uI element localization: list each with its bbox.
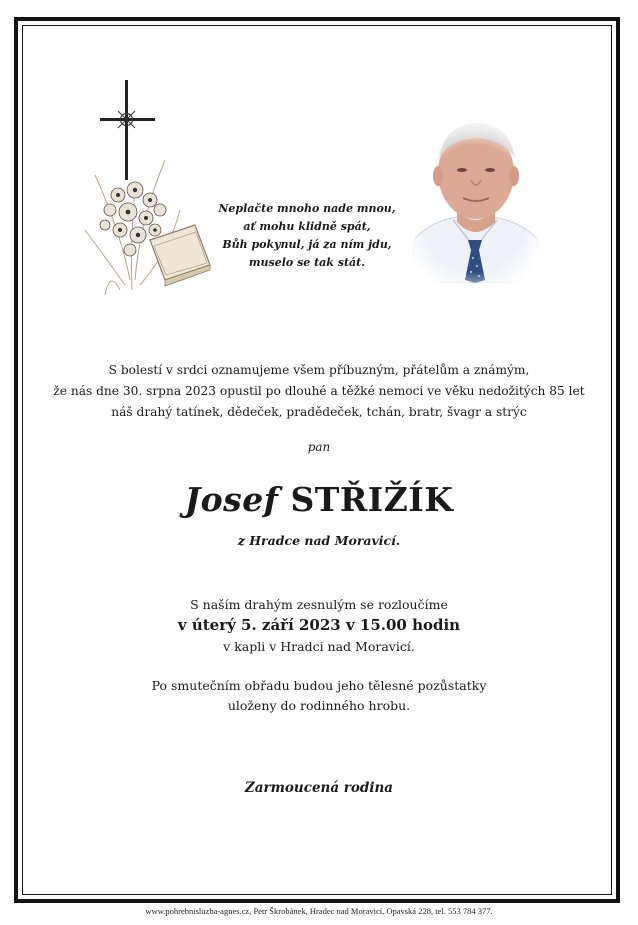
signature: Zarmoucená rodina [244, 780, 394, 796]
announcement-line: S bolestí v srdci oznamujeme všem příbuzným, přátelům a známým, [108, 363, 530, 377]
funeral-service-footer: www.pohrebnisluzba-agnes.cz, Petr Škrobánek, Hradec nad Moravicí, Opavská 228, tel. 553 784 377. [145, 906, 493, 916]
poem [212, 200, 402, 272]
ceremony-intro: S naším drahým zesnulým se rozloučíme [190, 597, 448, 612]
deceased-name [0, 480, 638, 519]
portrait-photo [405, 118, 545, 283]
honorific: pan [307, 440, 331, 454]
cross-flowers-icon [80, 80, 220, 300]
announcement [40, 360, 598, 423]
poem-line: Bůh pokynul, já za ním jdu, [222, 238, 392, 251]
poem-line: ať mohu klidně spát, [243, 220, 371, 233]
burial-info [0, 676, 638, 716]
poem-line: Neplačte mnoho nade mnou, [218, 202, 396, 215]
announcement-line: že nás dne 30. srpna 2023 opustil po dlouhé a těžké nemoci ve věku nedožitých 85 let [53, 384, 585, 398]
burial-line: uloženy do rodinného hrobu. [227, 698, 411, 713]
announcement-line: náš drahý tatínek, dědeček, pradědeček, tchán, bratr, švagr a strýc [111, 405, 527, 419]
deceased-origin: z Hradce nad Moravicí. [237, 533, 401, 548]
burial-line: Po smutečním obřadu budou jeho tělesné pozůstatky [151, 678, 487, 693]
ceremony-date: v úterý 5. září 2023 v 15.00 hodin [177, 616, 461, 634]
ceremony-info [0, 594, 638, 657]
surname: STŘIŽÍK [290, 480, 454, 519]
poem-line: muselo se tak stát. [248, 256, 366, 269]
first-name: Josef [184, 480, 279, 519]
ceremony-place: v kapli v Hradci nad Moravicí. [223, 639, 415, 654]
